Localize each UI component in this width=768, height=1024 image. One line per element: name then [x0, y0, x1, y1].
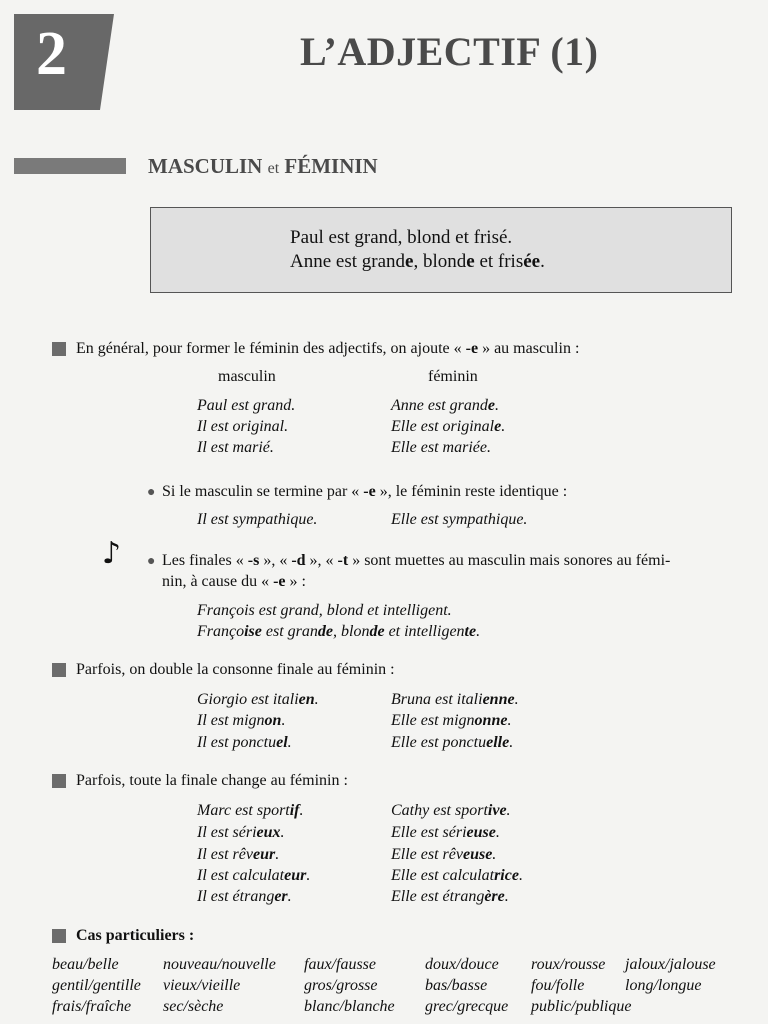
rule3-row-masc: Marc est sportif. [197, 802, 304, 819]
cas-item: doux/douce [425, 956, 499, 973]
cas-item: grec/grecque [425, 998, 509, 1015]
cas-item: gentil/gentille [52, 977, 141, 994]
example-line-2: Anne est grande, blonde et frisée. [290, 251, 545, 272]
cas-item: beau/belle [52, 956, 119, 973]
cas-item: faux/fausse [304, 956, 376, 973]
example-line-1: Paul est grand, blond et frisé. [290, 227, 513, 248]
sub2-example-2: Françoise est grande, blonde et intelligente. [197, 623, 481, 640]
rule2-row-fem: Bruna est italienne. [391, 691, 519, 708]
cas-item: nouveau/nouvelle [163, 956, 276, 973]
cas-item: bas/basse [425, 977, 488, 994]
section-bar [14, 158, 126, 174]
rule3-row-masc: Il est étranger. [197, 888, 292, 905]
cas-item: fou/folle [531, 977, 585, 994]
sub1-example-masc: Il est sympathique. [197, 511, 318, 528]
rule1-row-fem: Elle est originale. [391, 418, 506, 435]
rule3-text: Parfois, toute la finale change au féminin : [76, 772, 348, 789]
rule3-row-fem: Cathy est sportive. [391, 802, 511, 819]
rule3-row-fem: Elle est calculatrice. [391, 867, 523, 884]
cas-item: long/longue [625, 977, 702, 994]
rule1-row-masc: Il est marié. [197, 439, 274, 456]
column-header-feminin: féminin [428, 368, 478, 385]
cas-item: vieux/vieille [163, 977, 241, 994]
rule3-row-fem: Elle est rêveuse. [391, 846, 497, 863]
rule1-row-fem: Anne est grande. [391, 397, 499, 414]
square-bullet-icon [52, 663, 66, 677]
sub1-example-fem: Elle est sympathique. [391, 511, 528, 528]
cas-item: jaloux/jalouse [625, 956, 716, 973]
rule2-row-fem: Elle est ponctuelle. [391, 734, 514, 751]
rule2-text: Parfois, on double la consonne finale au féminin : [76, 661, 395, 678]
cas-item: sec/sèche [163, 998, 224, 1015]
example-box [150, 207, 732, 293]
rule1-text: En général, pour former le féminin des adjectifs, on ajoute « -e » au masculin : [76, 340, 580, 357]
rule1-row-fem: Elle est mariée. [391, 439, 491, 456]
cas-item: blanc/blanche [304, 998, 395, 1015]
sub1-text: Si le masculin se termine par « -e », le féminin reste identique : [162, 483, 568, 500]
rule3-row-fem: Elle est sérieuse. [391, 824, 500, 841]
square-bullet-icon [52, 774, 66, 788]
round-bullet-icon: ● [147, 554, 156, 569]
rule3-row-masc: Il est calculateur. [197, 867, 311, 884]
cas-heading: Cas particuliers : [76, 927, 195, 944]
rule2-row-fem: Elle est mignonne. [391, 712, 512, 729]
rule2-row-masc: Il est ponctuel. [197, 734, 292, 751]
sub2-text-line2: nin, à cause du « -e » : [162, 573, 306, 590]
square-bullet-icon [52, 929, 66, 943]
section-heading: MASCULIN et FÉMININ [148, 154, 378, 178]
round-bullet-icon: ● [147, 485, 156, 500]
sub2-text-line1: Les finales « -s », « -d », « -t » sont muettes au masculin mais sonores au fémi- [162, 552, 671, 569]
rule2-row-masc: Il est mignon. [197, 712, 286, 729]
rule3-row-masc: Il est rêveur. [197, 846, 280, 863]
page-title: L’ADJECTIF (1) [300, 29, 599, 74]
rule3-row-fem: Elle est étrangère. [391, 888, 509, 905]
music-note-icon: ♪ [102, 536, 122, 571]
cas-item: roux/rousse [531, 956, 606, 973]
cas-item: gros/grosse [304, 977, 378, 994]
chapter-number: 2 [36, 20, 67, 88]
cas-item: frais/fraîche [52, 998, 132, 1015]
rule2-row-masc: Giorgio est italien. [197, 691, 319, 708]
rule1-row-masc: Il est original. [197, 418, 289, 435]
sub2-example-1: François est grand, blond et intelligent. [197, 602, 452, 619]
cas-item: public/publique [531, 998, 632, 1015]
rule3-row-masc: Il est sérieux. [197, 824, 285, 841]
rule1-row-masc: Paul est grand. [197, 397, 296, 414]
column-header-masculin: masculin [218, 368, 276, 385]
square-bullet-icon [52, 342, 66, 356]
